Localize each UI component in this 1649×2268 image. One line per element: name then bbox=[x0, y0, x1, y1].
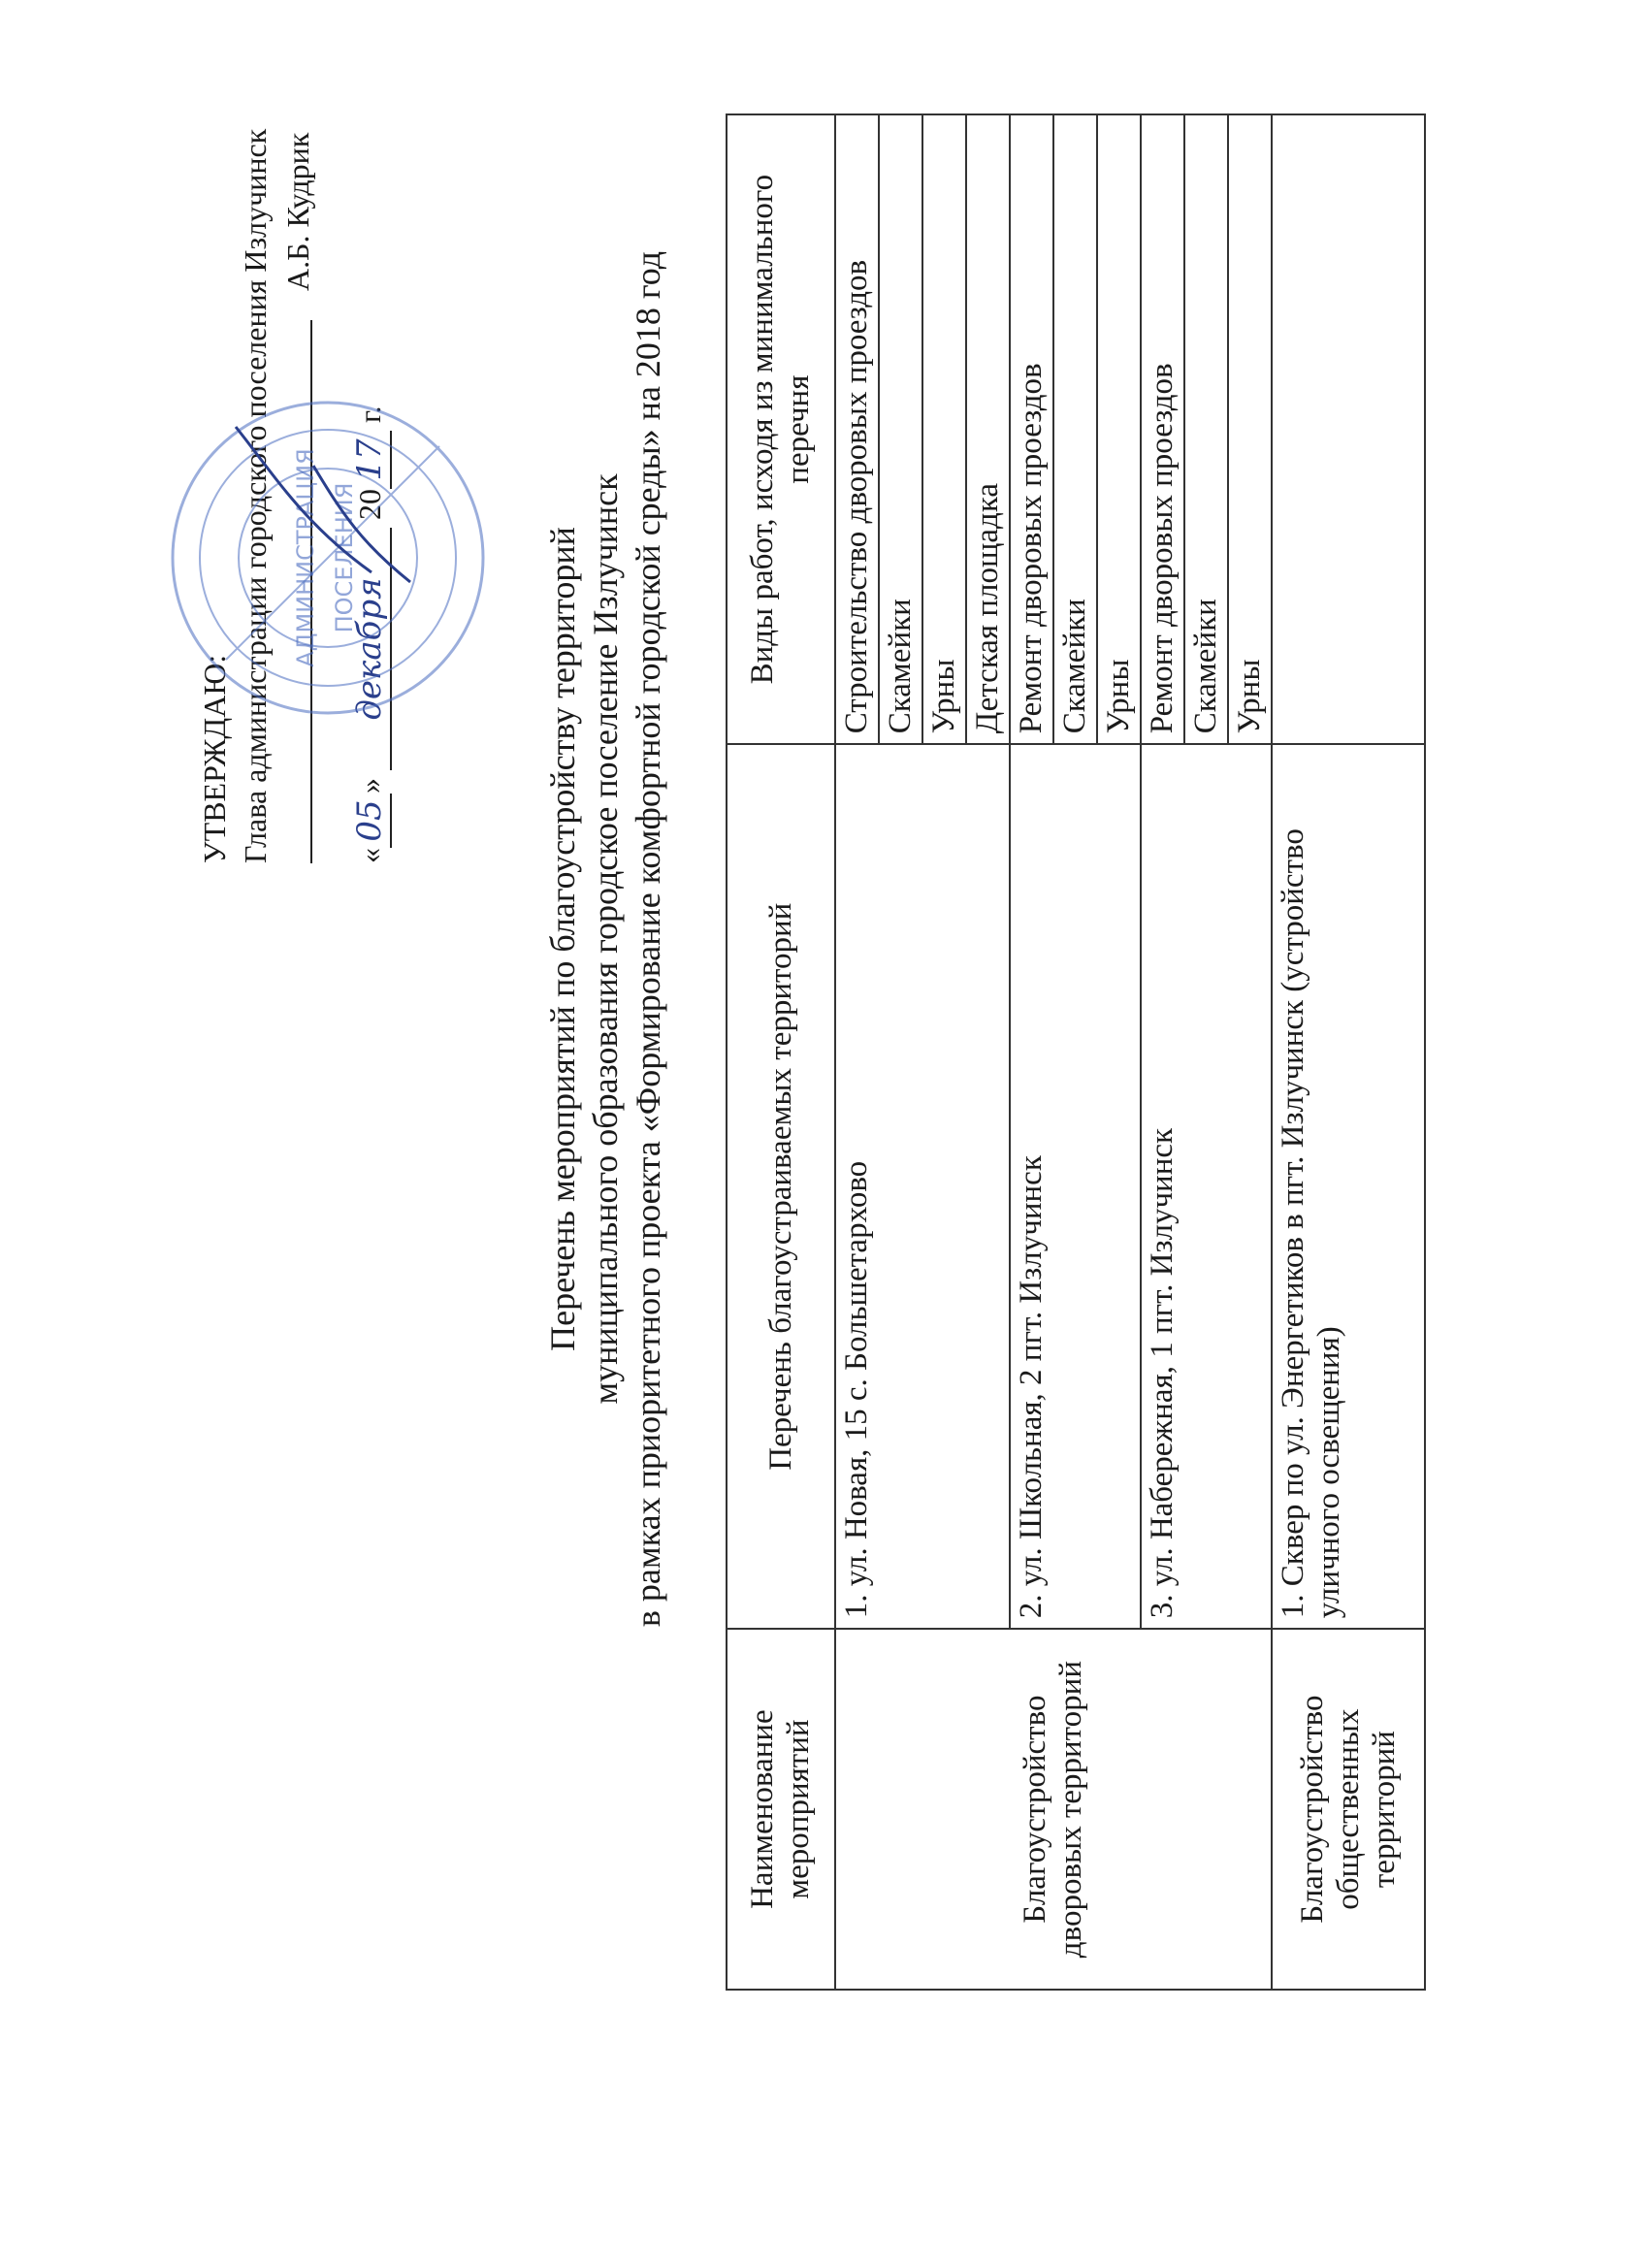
signature-scribble bbox=[236, 427, 410, 582]
work-type-cell: Скамейки bbox=[879, 114, 922, 744]
approval-label: УТВЕРЖДАЮ: bbox=[197, 654, 232, 863]
measure-name-cell: Благоустройство дворовых территорий bbox=[835, 1629, 1272, 1990]
work-type-cell: Ремонт дворовых проездов bbox=[1010, 114, 1053, 744]
approval-signer: А.Б. Кудрик bbox=[280, 132, 315, 291]
table-row bbox=[835, 114, 879, 1990]
measure-name-cell: Благоустройство общественных территорий bbox=[1272, 1629, 1425, 1990]
territory-cell: 2. ул. Школьная, 2 пгт. Излучинск bbox=[1010, 744, 1141, 1629]
work-type-cell: Урны bbox=[1097, 114, 1141, 744]
date-month: декабря bbox=[349, 528, 392, 770]
document-title bbox=[541, 163, 669, 1715]
date-day: 05 bbox=[349, 794, 392, 848]
date-year-suffix: 17 bbox=[349, 431, 392, 489]
work-type-cell: Урны bbox=[1228, 114, 1272, 744]
work-type-cell: Ремонт дворовых проездов bbox=[1141, 114, 1184, 744]
work-type-cell: Скамейки bbox=[1053, 114, 1097, 744]
date-open-quote: « bbox=[352, 848, 387, 863]
header-measures: Наименование мероприятий bbox=[727, 1629, 835, 1990]
table-header-row bbox=[727, 114, 835, 1990]
work-type-cell: Урны bbox=[922, 114, 966, 744]
date-suffix: г. bbox=[352, 405, 387, 423]
territory-cell: 1. ул. Новая, 15 с. Большетархово bbox=[835, 744, 1010, 1629]
work-type-cell bbox=[1272, 114, 1425, 744]
date-year-prefix: 20 bbox=[352, 489, 387, 520]
territory-cell: 3. ул. Набережная, 1 пгт. Излучинск bbox=[1141, 744, 1272, 1629]
title-line-1: Перечень мероприятий по благоустройству территорий bbox=[543, 527, 582, 1351]
approval-position: Глава администрации городского поселения Излучинск bbox=[238, 128, 273, 863]
work-type-cell: Строительство дворовых проездов bbox=[835, 114, 879, 744]
territory-cell: 1. Сквер по ул. Энергетиков в пгт. Излучинск (устройство уличного освещения) bbox=[1272, 744, 1425, 1629]
work-type-cell: Скамейки bbox=[1184, 114, 1228, 744]
title-line-2: муниципального образования городское поселение Излучинск bbox=[586, 473, 625, 1405]
official-seal bbox=[168, 398, 488, 718]
table-row bbox=[1272, 114, 1425, 1990]
header-works: Виды работ, исходя из минимального перечня bbox=[727, 114, 835, 744]
seal-center-line: ПОСЕЛЕНИЯ bbox=[331, 482, 358, 633]
measures-table bbox=[726, 113, 1426, 1991]
seal-center-line: АДМИНИСТРАЦИЯ bbox=[292, 448, 319, 667]
title-line-3: в рамках приоритетного проекта «Формирование комфортной городской среды» на 2018 год bbox=[629, 250, 667, 1628]
date-close-quote: » bbox=[352, 778, 387, 794]
work-type-cell: Детская площадка bbox=[966, 114, 1010, 744]
header-territories: Перечень благоустраиваемых территорий bbox=[727, 744, 835, 1629]
